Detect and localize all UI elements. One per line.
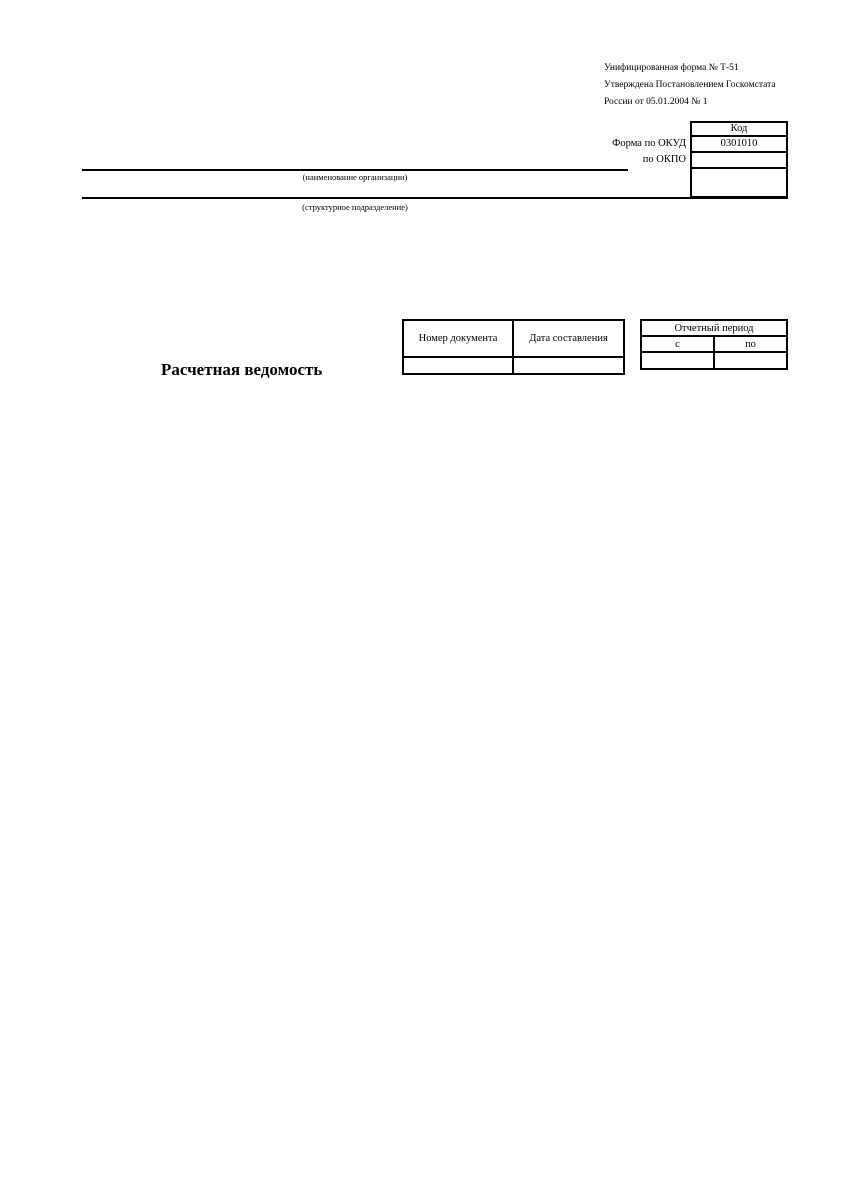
okpo-code-cell[interactable] bbox=[692, 153, 786, 169]
form-approval-line-2: Утверждена Постановлением Госкомстата bbox=[604, 80, 776, 90]
code-box bbox=[690, 121, 788, 198]
document-date-header: Дата составления bbox=[513, 320, 624, 357]
period-to-header: по bbox=[714, 336, 787, 352]
structural-unit-caption: (структурное подразделение) bbox=[302, 202, 408, 212]
okud-code-cell[interactable]: 0301010 bbox=[692, 137, 786, 153]
organization-name-caption: (наименование организации) bbox=[302, 172, 408, 182]
okpo-label: по ОКПО bbox=[642, 154, 686, 165]
document-number-header: Номер документа bbox=[403, 320, 513, 357]
form-approval-line-3: России от 05.01.2004 № 1 bbox=[604, 97, 708, 107]
reporting-period-header: Отчетный период bbox=[641, 320, 787, 336]
document-info-table bbox=[402, 319, 625, 375]
period-to-cell[interactable] bbox=[714, 352, 787, 369]
reporting-period-table bbox=[640, 319, 788, 370]
okud-label: Форма по ОКУД bbox=[612, 138, 686, 149]
organization-name-field[interactable] bbox=[82, 169, 628, 171]
document-date-cell[interactable] bbox=[513, 357, 624, 374]
page-title: Расчетная ведомость bbox=[161, 360, 323, 379]
code-box-header: Код bbox=[692, 123, 786, 137]
structural-unit-field[interactable] bbox=[82, 197, 788, 199]
code-box-extra-cell[interactable] bbox=[692, 169, 786, 196]
period-from-cell[interactable] bbox=[641, 352, 714, 369]
form-approval-note bbox=[604, 60, 776, 111]
period-from-header: с bbox=[641, 336, 714, 352]
document-number-cell[interactable] bbox=[403, 357, 513, 374]
form-approval-line-1: Унифицированная форма № Т-51 bbox=[604, 63, 739, 73]
